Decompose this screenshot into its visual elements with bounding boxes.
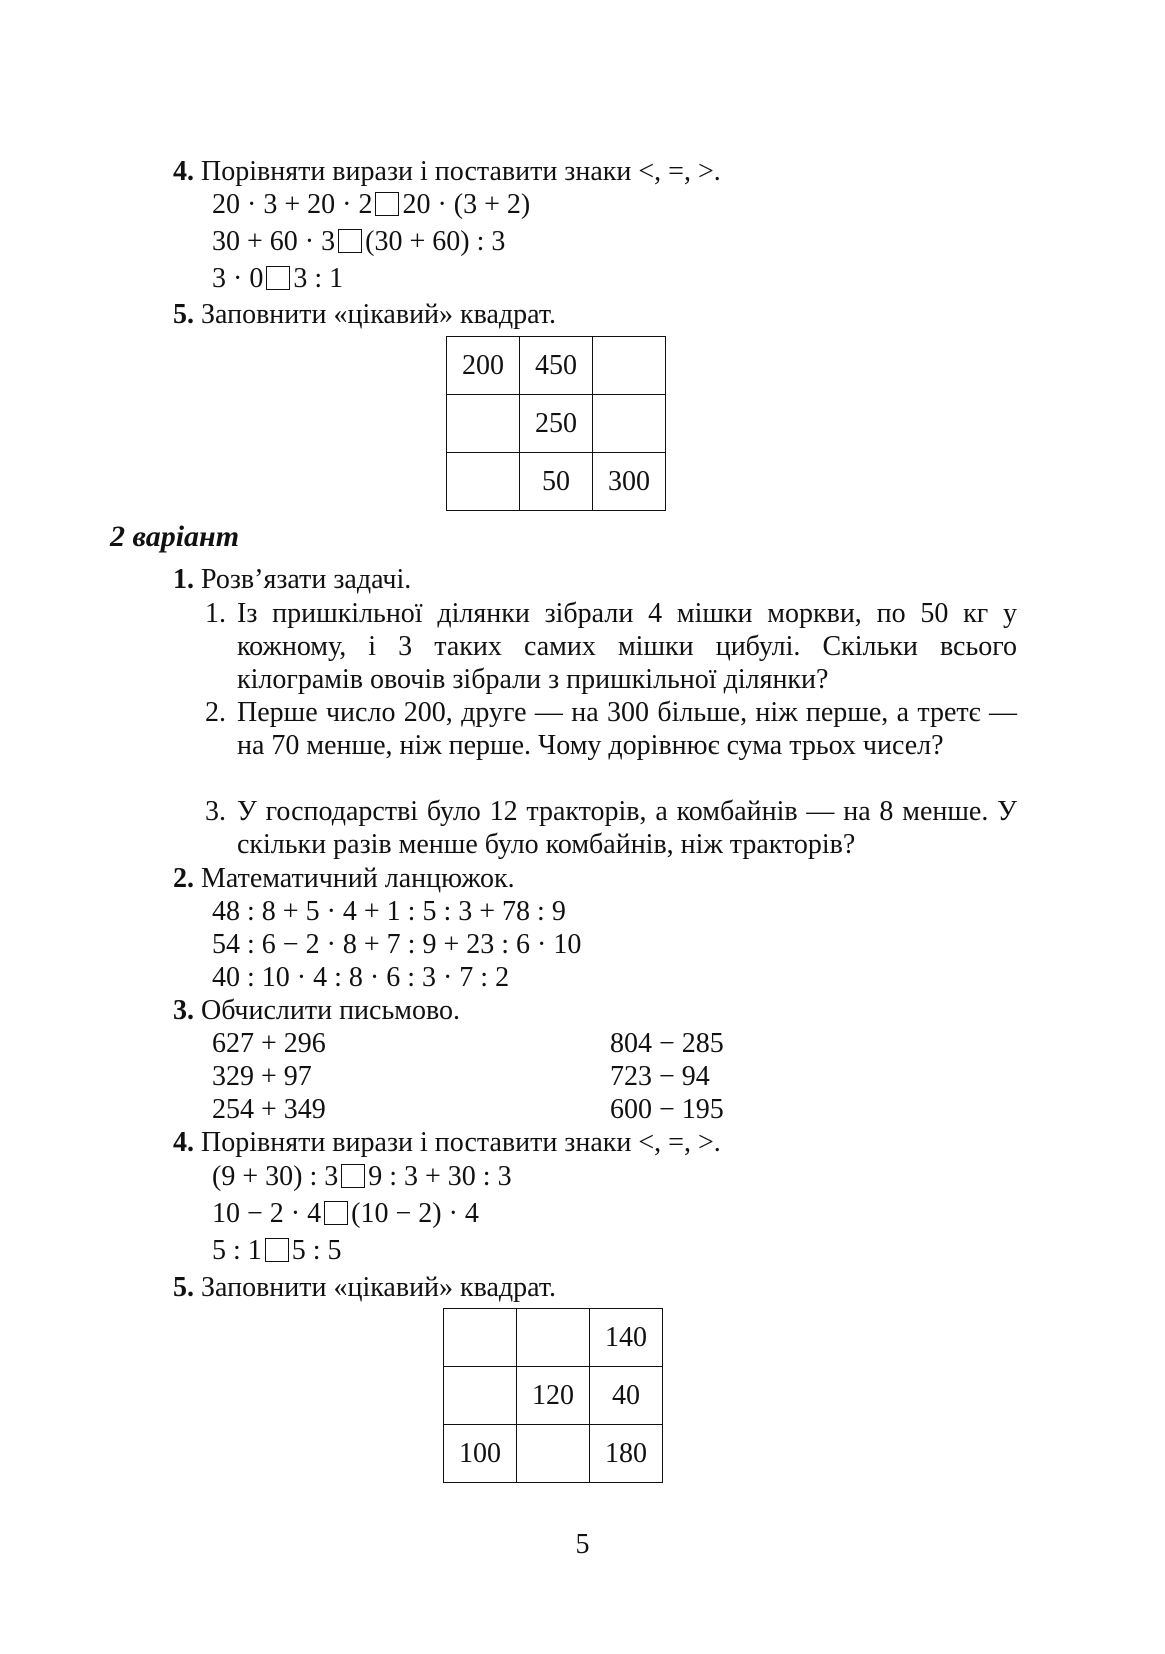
grid-cell[interactable] (444, 1367, 517, 1425)
grid-cell[interactable]: 200 (447, 337, 520, 395)
v2-task3-title (173, 994, 460, 1027)
problem-text: Із пришкільної ділянки зібрали 4 мішки моркви, по 50 кг у кожному, і 3 таких самих мішки цибулі. Скільки всього кілограмів овочів зібрали з пришкільної ділянки? (237, 598, 1017, 695)
expr-right: 3 : 1 (293, 263, 344, 294)
compare-row (212, 225, 505, 258)
task-text: Порівняти вирази і поставити знаки <, =, >. (201, 1127, 721, 1158)
chain-line: 40 : 10 · 4 : 8 · 6 : 3 · 7 : 2 (212, 962, 510, 993)
answer-box[interactable] (375, 192, 399, 216)
grid-cell[interactable] (447, 395, 520, 453)
expr-left: 5 : 1 (212, 1235, 262, 1266)
expr-left: 10 − 2 · 4 (212, 1198, 322, 1229)
grid-cell[interactable]: 40 (590, 1367, 663, 1425)
task-number: 2. (173, 863, 194, 894)
task-text: Математичний ланцюжок. (201, 863, 515, 894)
task-text: Розв’язати задачі. (201, 564, 412, 595)
answer-box[interactable] (338, 229, 362, 253)
compare-row (212, 1234, 342, 1267)
expr-right: 20 · (3 + 2) (402, 189, 531, 220)
problem-number: 1. (205, 598, 226, 629)
problem-text: У господарстві було 12 тракторів, а комбайнів — на 8 менше. У скільки разів менше було комбайнів, ніж тракторів? (237, 796, 1017, 860)
grid-cell[interactable]: 120 (517, 1367, 590, 1425)
answer-box[interactable] (266, 266, 290, 290)
answer-box[interactable] (265, 1238, 289, 1262)
v2-task1-title (173, 563, 411, 596)
calc-left: 254 + 349 (212, 1094, 326, 1125)
chain-line: 48 : 8 + 5 · 4 + 1 : 5 : 3 + 78 : 9 (212, 896, 566, 927)
v2-task2-title (173, 862, 515, 895)
task-number: 3. (173, 995, 194, 1026)
task-text: Заповнити «цікавий» квадрат. (201, 1272, 557, 1303)
chain-line: 54 : 6 − 2 · 8 + 7 : 9 + 23 : 6 · 10 (212, 929, 582, 960)
compare-row (212, 262, 343, 295)
expr-right: (10 − 2) · 4 (351, 1198, 479, 1229)
task-number: 5. (173, 1272, 194, 1303)
problem-item (205, 795, 1017, 861)
expr-left: 30 + 60 · 3 (212, 226, 336, 257)
task-text: Обчислити письмово. (201, 995, 460, 1026)
grid-cell[interactable]: 250 (520, 395, 593, 453)
magic-square-top (446, 336, 666, 511)
grid-cell[interactable]: 180 (590, 1425, 663, 1483)
problem-item (205, 696, 1017, 762)
calc-left: 627 + 296 (212, 1028, 326, 1059)
compare-row (212, 188, 530, 221)
calc-right: 804 − 285 (610, 1028, 724, 1059)
grid-cell[interactable]: 100 (444, 1425, 517, 1483)
page-number: 5 (575, 1529, 590, 1560)
task-number: 4. (173, 156, 194, 187)
magic-square-v2 (443, 1308, 663, 1483)
expr-right: 9 : 3 + 30 : 3 (368, 1161, 512, 1192)
grid-cell[interactable]: 300 (593, 453, 666, 511)
grid-cell[interactable] (447, 453, 520, 511)
expr-left: 3 · 0 (212, 263, 264, 294)
task-text: Порівняти вирази і поставити знаки <, =, >. (201, 156, 721, 187)
expr-left: 20 · 3 + 20 · 2 (212, 189, 373, 220)
expr-left: (9 + 30) : 3 (212, 1161, 339, 1192)
top-task5-title (173, 298, 556, 331)
task-number: 1. (173, 564, 194, 595)
compare-row (212, 1160, 512, 1193)
variant-heading: 2 варіант (110, 520, 240, 553)
v2-task5-title (173, 1271, 556, 1304)
expr-right: 5 : 5 (291, 1235, 342, 1266)
grid-cell[interactable] (517, 1425, 590, 1483)
grid-cell[interactable] (593, 395, 666, 453)
task-text: Заповнити «цікавий» квадрат. (201, 299, 557, 330)
problem-number: 2. (205, 697, 226, 728)
grid-cell[interactable]: 450 (520, 337, 593, 395)
task-number: 4. (173, 1127, 194, 1158)
answer-box[interactable] (324, 1201, 348, 1225)
calc-right: 600 − 195 (610, 1094, 724, 1125)
grid-cell[interactable] (444, 1309, 517, 1367)
grid-cell[interactable] (593, 337, 666, 395)
expr-right: (30 + 60) : 3 (365, 226, 506, 257)
task-number: 5. (173, 299, 194, 330)
grid-cell[interactable]: 140 (590, 1309, 663, 1367)
problem-text: Перше число 200, друге — на 300 більше, ніж перше, а третє — на 70 менше, ніж перше. Чому дорівнює сума трьох чисел? (237, 697, 1017, 761)
problem-number: 3. (205, 796, 226, 827)
top-task4-title (173, 155, 721, 188)
answer-box[interactable] (341, 1164, 365, 1188)
grid-cell[interactable]: 50 (520, 453, 593, 511)
problem-item (205, 597, 1017, 696)
grid-cell[interactable] (517, 1309, 590, 1367)
v2-task4-title (173, 1126, 721, 1159)
compare-row (212, 1197, 479, 1230)
calc-left: 329 + 97 (212, 1061, 312, 1092)
calc-right: 723 − 94 (610, 1061, 710, 1092)
